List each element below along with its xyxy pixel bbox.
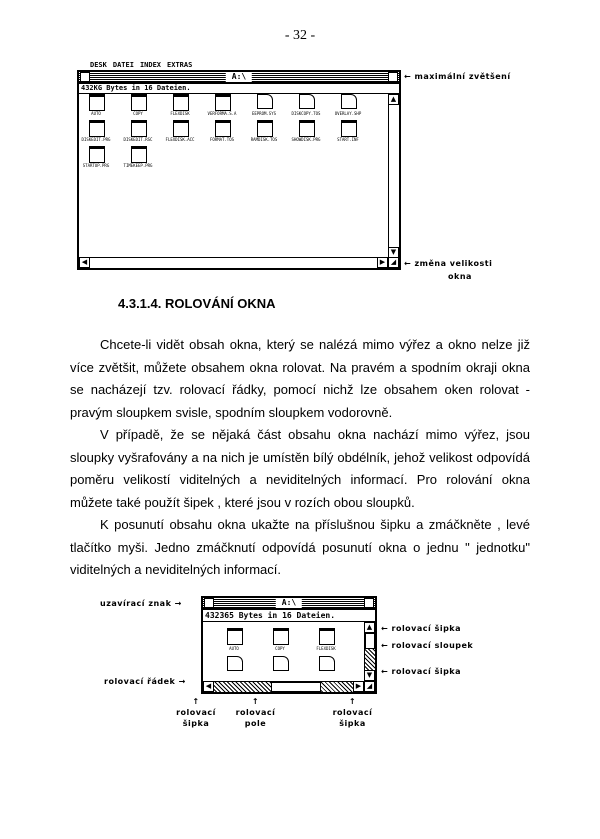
label-column: ← rolovací sloupek	[381, 641, 474, 650]
scroll-right-arrow-icon[interactable]: ▶	[377, 257, 388, 268]
menu-datei[interactable]: DATEI	[112, 61, 134, 69]
file-icon[interactable]	[257, 120, 273, 137]
file-icon[interactable]	[215, 120, 231, 137]
file-icon-label: SHOWDISK.PRG	[291, 137, 321, 142]
small-window	[201, 596, 377, 694]
icon-label: AUTO	[229, 646, 239, 651]
label-bottom-right: ↑ rolovací šipka	[332, 697, 373, 728]
file-icon-label: AUTO	[91, 111, 101, 116]
folder-icon[interactable]	[215, 94, 231, 111]
file-icon[interactable]	[131, 120, 147, 137]
label-field-2: pole	[244, 719, 267, 728]
resize-box-icon[interactable]: ◢	[388, 257, 399, 268]
folder-icon[interactable]	[131, 94, 147, 111]
small-scroll-up-arrow-icon[interactable]: ▲	[364, 622, 375, 633]
small-hscroll-slider[interactable]	[271, 682, 321, 692]
note-resize-label-2: okna	[448, 272, 472, 281]
file-icon-label: FLEXDISK	[170, 111, 190, 116]
body-text	[70, 334, 530, 582]
icon-label: FLEXDISK	[316, 646, 336, 651]
file-icon[interactable]	[341, 120, 357, 137]
note-resize-label: změna velikosti	[414, 259, 493, 268]
note-max-label: maximální zvětšení	[414, 72, 511, 81]
paragraph-3: K posunutí obsahu okna ukažte na příslušnou šipku a zmáčkněte , levé tlačítko myši. Jedno zmáčknutí odpovídá posunutí okna o jednu " jednotku" viditelných a neviditelných informací.	[70, 517, 530, 577]
label-bottom-left-1: rolovací	[176, 708, 216, 717]
file-icon-label: START.INF	[337, 137, 359, 142]
label-arrow-mid-text: rolovací šipka	[391, 667, 462, 676]
menu-index[interactable]: INDEX	[139, 61, 162, 69]
file-icon[interactable]	[89, 146, 105, 163]
label-bottom-left-2: šipka	[182, 719, 210, 728]
scroll-up-arrow-icon[interactable]: ▲	[388, 94, 399, 105]
file-icon[interactable]	[131, 146, 147, 163]
label-column-text: rolovací sloupek	[391, 641, 474, 650]
file-icon[interactable]	[89, 120, 105, 137]
label-field: ↑ rolovací pole	[235, 697, 276, 728]
horizontal-scroll-row[interactable]	[79, 257, 399, 268]
large-window	[77, 70, 401, 270]
paragraph-2: V případě, že se nějaká část obsahu okna nachází mimo výřez, jsou sloupky vyšrafovány a na nich je umístěn bílý obdélník, jehož velikost odpovídá poměru velikostí viditelných a neviditelných informací. Pro rolování okna můžete také použít šipek , které jsou v rozích obou sloupků.	[70, 427, 530, 510]
file-icon[interactable]	[299, 120, 315, 137]
file-icon-label: DISKEDIT.PRG	[81, 137, 111, 142]
file-icon-label: TIMEKEEP.PRG	[123, 163, 153, 168]
label-bottom-left: ↑ rolovací šipka	[176, 697, 216, 728]
paragraph-1: Chcete-li vidět obsah okna, který se nalézá mimo výřez a okno nelze již více zvětšit, můžete obsahem okna rolovat. Na pravém a spodním okraji okna se nacházejí tzv. rolovací řádky, pomocí nichž lze obsahem oken rolovat - pravým sloupkem svisle, spodním sloupkem vodorovně.	[70, 337, 530, 420]
scroll-left-arrow-icon[interactable]: ◀	[79, 257, 90, 268]
file-icon[interactable]	[257, 94, 273, 109]
document-icon[interactable]	[273, 656, 289, 671]
arrow-note-max: ← maximální zvětšení	[404, 72, 511, 81]
small-resize-box-icon[interactable]: ◢	[364, 681, 375, 692]
file-icon-label: FLEXDISK.ACC	[165, 137, 195, 142]
window-title: A:\	[226, 72, 252, 82]
folder-icon[interactable]	[89, 94, 105, 111]
label-row: rolovací řádek →	[104, 677, 186, 686]
menu-desk[interactable]: DESK	[90, 61, 107, 69]
small-scroll-down-arrow-icon[interactable]: ▼	[364, 670, 375, 681]
window-title-bar[interactable]	[79, 72, 399, 84]
scroll-down-arrow-icon[interactable]: ▼	[388, 247, 399, 258]
desktop-menu-bar	[90, 61, 192, 69]
label-bottom-right-2: šipka	[339, 719, 366, 728]
window-info: 432KG Bytes in 16 Dateien.	[79, 84, 399, 94]
folder-icon[interactable]	[173, 94, 189, 111]
full-box-icon[interactable]	[388, 72, 398, 82]
folder-icon[interactable]	[273, 628, 289, 645]
file-icon[interactable]	[173, 120, 189, 137]
small-scroll-left-arrow-icon[interactable]: ◀	[203, 681, 214, 692]
file-icon-label: STARTUP.PRG	[82, 163, 110, 168]
label-row-text: rolovací řádek	[104, 677, 176, 686]
label-bottom-right-1: rolovací	[332, 708, 373, 717]
label-close-text: uzavírací znak	[100, 599, 172, 608]
file-icon-label: VERFORMA.S.A	[207, 111, 237, 116]
section-heading: 4.3.1.4. ROLOVÁNÍ OKNA	[118, 296, 276, 311]
document-icon[interactable]	[319, 656, 335, 671]
small-scroll-right-arrow-icon[interactable]: ▶	[353, 681, 364, 692]
label-arrow-top-text: rolovací šipka	[391, 624, 462, 633]
file-icon-label: EEPROM.SYS	[251, 111, 277, 116]
icon-area	[79, 94, 399, 168]
file-icon-label: DISKEDIT.RSC	[123, 137, 153, 142]
small-scroll-slider[interactable]	[365, 633, 375, 649]
small-window-title-bar[interactable]	[203, 598, 375, 610]
folder-icon[interactable]	[227, 628, 243, 645]
label-field-1: rolovací	[235, 708, 276, 717]
small-window-title: A:\	[276, 598, 302, 608]
file-icon[interactable]	[341, 94, 357, 109]
file-icon-label: RAMDISK.TOS	[250, 137, 278, 142]
small-window-info: 432365 Bytes in 16 Dateien.	[203, 610, 375, 622]
arrow-note-resize: ← změna velikosti	[404, 259, 493, 268]
vertical-scroll-column[interactable]	[388, 94, 399, 249]
file-icon-label: OVERLAY.SHP	[334, 111, 362, 116]
label-arrow-mid: ← rolovací šipka	[381, 667, 462, 676]
small-close-box-icon[interactable]	[204, 598, 214, 608]
icon-label: COPY	[275, 646, 285, 651]
document-icon[interactable]	[227, 656, 243, 671]
file-icon-label: DISKCOPY.TOS	[291, 111, 321, 116]
file-icon-label: FORMAT.TOS	[209, 137, 235, 142]
label-close: uzavírací znak →	[100, 599, 182, 608]
small-full-box-icon[interactable]	[364, 598, 374, 608]
close-box-icon[interactable]	[80, 72, 90, 82]
folder-icon[interactable]	[319, 628, 335, 645]
file-icon[interactable]	[299, 94, 315, 109]
label-arrow-top: ← rolovací šipka	[381, 624, 462, 633]
page-number: - 32 -	[284, 28, 316, 43]
file-icon-label: COPY	[133, 111, 143, 116]
menu-extras[interactable]: EXTRAS	[167, 61, 193, 69]
